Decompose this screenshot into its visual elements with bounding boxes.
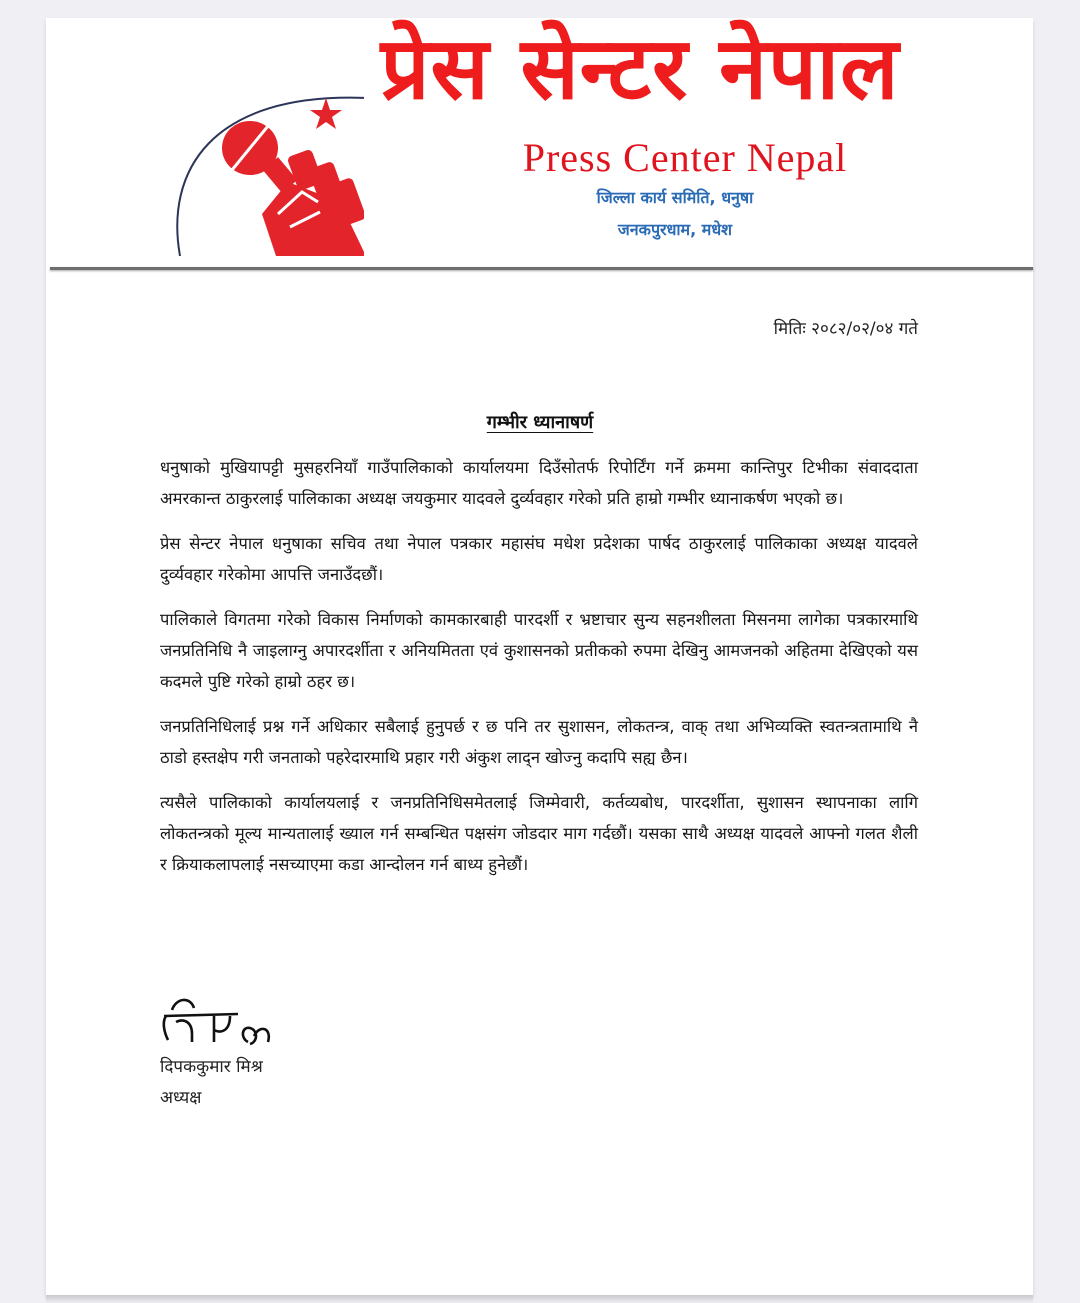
org-title-english: Press Center Nepal [522,135,848,180]
paragraph: पालिकाले विगतमा गरेको विकास निर्माणको कामकारबाही पारदर्शी र भ्रष्टाचार सुन्य सहनशीलता मिसनमा लागेका पत्रकारमाथि जनप्रतिनिधि नै जाइलाग्नु अपारदर्शीता र अनियमितता एवं कुशासनको प्रतीकको रुपमा देखिनु आमजनको अहितमा देखिएको यस कदमले पुष्टि गरेको हाम्रो ठहर छ। [160,610,918,691]
org-subtitle-committee: जिल्ला कार्य समिति, धनुषा [596,188,754,207]
document-body [160,452,918,894]
document-heading-wrap [0,410,1080,434]
signature-block [158,994,288,1114]
page-shadow [46,1295,1033,1303]
handwritten-signature [158,994,288,1056]
signer-name: दिपककुमार मिश्र [160,1057,263,1077]
org-title-nepali: प्रेस सेन्टर नेपाल [380,19,900,119]
paragraph: प्रेस सेन्टर नेपाल धनुषाका सचिव तथा नेपाल पत्रकार महासंघ मधेश प्रदेशका पार्षद ठाकुरलाई पालिकाका अध्यक्ष यादवले दुर्व्यवहार गरेकोमा आपत्ति जनाउँदछौं। [160,534,918,584]
document-date: मितिः २०८२/०२/०४ गते [773,319,918,339]
paragraph: त्यसैले पालिकाको कार्यालयलाई र जनप्रतिनिधिसमेतलाई जिम्मेवारी, कर्तव्यबोध, पारदर्शीता, सुशासन स्थापनाका लागि लोकतन्त्रको मूल्य मान्यतालाई ख्याल गर्न सम्बन्धित पक्षसंग जोडदार माग गर्दछौं। यसका साथै अध्यक्ष यादवले आफ्नो गलत शैली र क्रियाकलापलाई नसच्याएमा कडा आन्दोलन गर्न बाध्य हुनेछौं। [160,793,918,874]
document-heading: गम्भीर ध्यानाषर्ण [486,412,594,433]
paragraph: धनुषाको मुखियापट्टी मुसहरनियाँ गाउँपालिकाको कार्यालयमा दिउँसोतर्फ रिपोर्टिंग गर्ने क्रममा कान्तिपुर टिभीका संवाददाता अमरकान्त ठाकुरलाई पालिकाका अध्यक्ष जयकुमार यादवले दुर्व्यवहार गरेको प्रति हाम्रो गम्भीर ध्यानाकर्षण भएको छ। [160,458,918,508]
paragraph: जनप्रतिनिधिलाई प्रश्न गर्ने अधिकार सबैलाई हुनुपर्छ र छ पनि तर सुशासन, लोकतन्त्र, वाक् तथा अभिव्यक्ति स्वतन्त्रतामाथि नै ठाडो हस्तक्षेप गरी जनताको पहरेदारमाथि प्रहार गरी अंकुश लाद्न खोज्नु कदापि सह्य छैन। [160,717,918,767]
org-subtitle-address: जनकपुरधाम, मधेश [617,220,733,239]
letterhead-divider [50,267,1033,270]
microphone-fist-icon [222,121,364,256]
signer-title: अध्यक्ष [160,1088,202,1108]
